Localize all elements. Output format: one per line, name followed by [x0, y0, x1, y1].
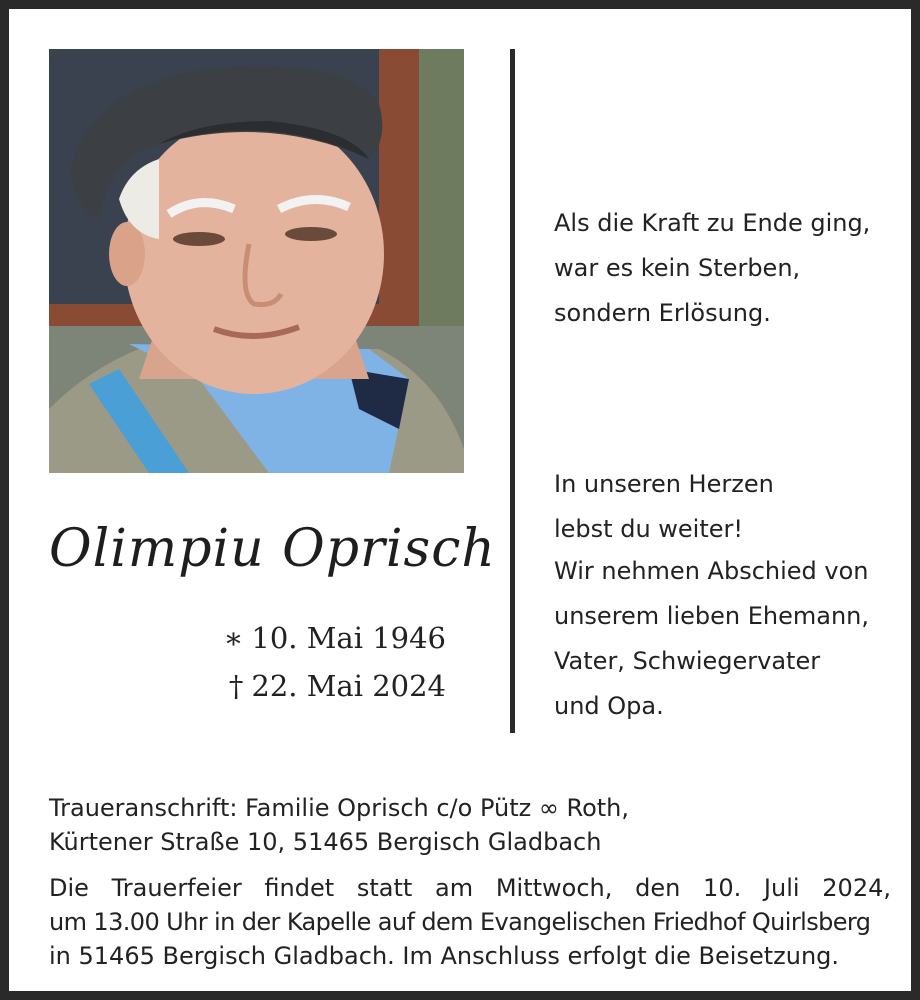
birth-date: 10. Mai 1946	[251, 621, 446, 655]
ceremony-line: um 13.00 Uhr in der Kapelle auf dem Evangelischen Friedhof Quirlsberg	[49, 908, 871, 936]
death-date: 22. Mai 2024	[251, 669, 446, 703]
hearts-block	[554, 462, 904, 552]
hearts-line: In unseren Herzen	[554, 470, 774, 498]
verse-line: sondern Erlösung.	[554, 299, 771, 327]
birth-star-icon: ∗	[223, 621, 244, 655]
verse-block	[554, 201, 904, 336]
portrait-illustration	[49, 49, 464, 473]
mourning-address	[49, 791, 891, 859]
death-date-line	[229, 669, 446, 703]
ceremony-line: Die Trauerfeier findet statt am Mittwoch, den 10. Juli 2024,	[49, 874, 891, 902]
hearts-line: lebst du weiter!	[554, 515, 744, 543]
vertical-divider	[510, 49, 515, 733]
farewell-line: unserem lieben Ehemann,	[554, 602, 870, 630]
address-line: Traueranschrift: Familie Oprisch c/o Pütz ∞ Roth,	[49, 794, 629, 822]
portrait-photo	[49, 49, 464, 473]
ceremony-line: in 51465 Bergisch Gladbach. Im Anschluss erfolgt die Beisetzung.	[49, 942, 840, 970]
ceremony-info	[49, 871, 891, 973]
verse-line: war es kein Sterben,	[554, 254, 801, 282]
farewell-line: Vater, Schwiegervater	[554, 647, 821, 675]
farewell-block	[554, 549, 904, 729]
farewell-line: Wir nehmen Abschied von	[554, 557, 869, 585]
birth-date-line	[224, 621, 446, 655]
death-cross-icon: †	[228, 669, 244, 703]
deceased-name: Olimpiu Oprisch	[49, 519, 496, 579]
address-line: Kürtener Straße 10, 51465 Bergisch Gladbach	[49, 828, 602, 856]
verse-line: Als die Kraft zu Ende ging,	[554, 209, 871, 237]
farewell-line: und Opa.	[554, 692, 664, 720]
